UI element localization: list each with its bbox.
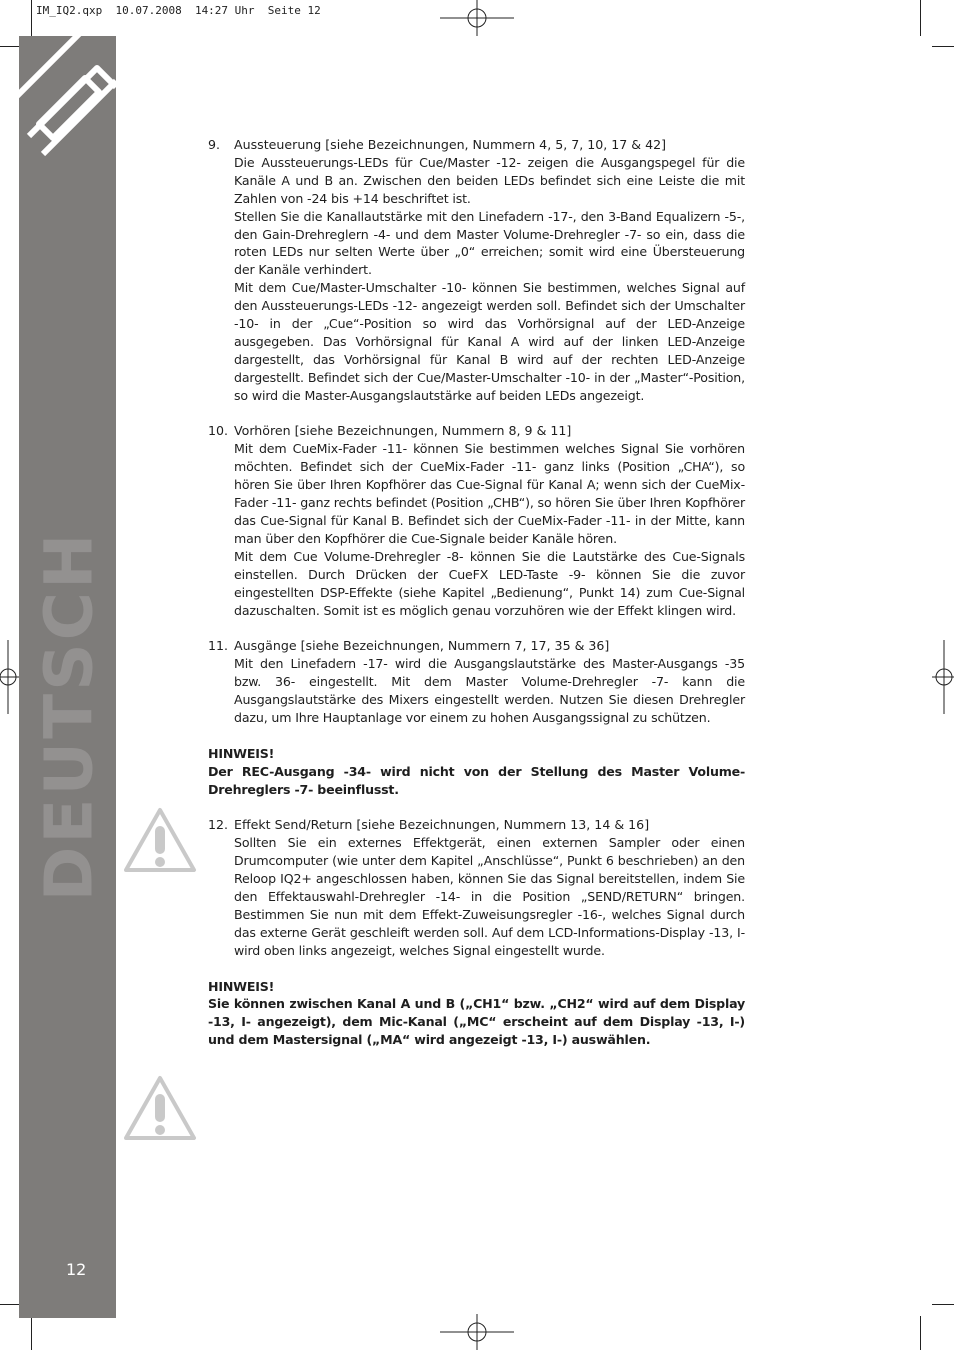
item-heading: Aussteuerung [siehe Bezeichnungen, Nummern 4, 5, 7, 10, 17 & 42] bbox=[234, 137, 667, 152]
crop-mark bbox=[920, 0, 921, 36]
item-paragraph: Mit dem Cue Volume-Drehregler -8- können Sie die Lautstärke des Cue-Signals einstellen. Durch Drücken der CueFX LED-Taste -9- können Sie die zuvor eingestellten DSP-Effekte (siehe Kapitel „Bedienung“, Punkt 14) zum Cue-Signal dazuschalten. Somit ist es möglich genau vorzuhören wie der Effekt klingen wird. bbox=[234, 548, 745, 618]
item-paragraph: Die Aussteuerungs-LEDs für Cue/Master -12- zeigen die Ausgangspegel für die Kanäle A und B an. Zwischen den beiden LEDs befindet sich eine Leiste die mit Zahlen von -24 bis +14 beschriftet ist. bbox=[234, 154, 745, 206]
item-paragraph: Mit dem Cue/Master-Umschalter -10- können Sie bestimmen, welches Signal auf den Aussteuerungs-LEDs -12- angezeigt werden soll. Befindet sich der Umschalter -10- in der „Cue“-Position so wird das Vorhörsignal auf der LED-Anzeige ausgegeben. Das Vorhörsignal für Kanal A wird auf der linken LED-Anzeige dargestellt, das Vorhörsignal für Kanal B wird auf der rechten LED-Anzeige dargestellt. Befindet sich der Cue/Master-Umschalter -10- in der „Master“-Position, so wird die Master-Ausgangslautstärke auf beiden LEDs angezeigt. bbox=[234, 280, 745, 403]
item-heading: Ausgänge [siehe Bezeichnungen, Nummern 7, 17, 35 & 36] bbox=[234, 638, 610, 654]
main-content bbox=[208, 136, 745, 1067]
note-box bbox=[208, 978, 745, 1050]
item-paragraph: Sollten Sie ein externes Effektgerät, einen externen Sampler oder einen Drumcomputer (wie unter dem Kapitel „Anschlüsse“, Punkt 6 beschrieben) an den Reloop IQ2+ angeschlossen haben, können Sie das Signal bereitstellen, indem Sie den Effektauswahl-Drehregler -14- in die Position „SEND/RETURN“ bringen. Bestimmen Sie nun mit dem Effekt-Zuweisungsregler -16-, welches Signal durch das externe Gerät geschleift werden soll. Auf dem LCD-Informations-Display -13, I- wird oben links angezeigt, welches Signal eingestellt wurde. bbox=[234, 835, 745, 958]
sidebar bbox=[19, 36, 116, 1318]
item-number: 12. bbox=[208, 817, 229, 833]
warning-triangle-icon bbox=[123, 806, 197, 874]
crop-mark bbox=[0, 46, 20, 47]
note-box bbox=[208, 745, 745, 799]
item-heading: Effekt Send/Return [siehe Bezeichnungen, Nummern 13, 14 & 16] bbox=[234, 817, 650, 833]
crop-mark bbox=[31, 0, 32, 36]
print-slug: IM_IQ2.qxp 10.07.2008 14:27 Uhr Seite 12 bbox=[36, 4, 321, 17]
crop-mark bbox=[0, 1304, 20, 1305]
registration-mark-icon bbox=[932, 640, 954, 714]
note-text: Der REC-Ausgang -34- wird nicht von der Stellung des Master Volume-Drehreglers -7- beeinflusst. bbox=[208, 763, 745, 797]
reloop-logo-icon bbox=[19, 36, 116, 166]
item-number: 11. bbox=[208, 638, 229, 654]
crop-mark bbox=[932, 46, 954, 47]
list-item bbox=[208, 637, 745, 727]
note-title: HINWEIS! bbox=[208, 745, 275, 761]
crop-mark bbox=[920, 1316, 921, 1350]
registration-mark-icon bbox=[440, 1314, 514, 1350]
list-item bbox=[208, 816, 745, 959]
item-number: 9. bbox=[208, 137, 221, 152]
list-item bbox=[208, 136, 745, 405]
crop-mark bbox=[932, 1304, 954, 1305]
item-paragraph: Mit dem CueMix-Fader -11- können Sie bestimmen welches Signal Sie vorhören möchten. Befindet sich der CueMix-Fader -11- ganz links (Position „CHA“), so hören Sie über Ihren Kopfhörer das Cue-Signal für Kanal A; wenn sich der CueMix-Fader -11- ganz rechts befindet (Position „CHB“), so hören Sie über Ihren Kopfhörer das Cue-Signal für Kanal B. Befindet sich der CueMix-Fader -11- in der Mitte, kann man über den Kopfhörer die Cue-Signale beider Kanäle hören. bbox=[234, 441, 745, 546]
list-item bbox=[208, 422, 745, 619]
crop-mark bbox=[31, 1316, 32, 1350]
note-text: Sie können zwischen Kanal A und B („CH1“ bzw. „CH2“ wird auf dem Display -13, I- angezeigt), dem Mic-Kanal („MC“ erscheint auf dem Display -13, I-) und dem Mastersignal („MA“ wird angezeigt -13, I-) auswählen. bbox=[208, 996, 745, 1048]
language-label: DEUTSCH bbox=[30, 530, 108, 902]
registration-mark-icon bbox=[440, 0, 514, 36]
page-number: 12 bbox=[66, 1260, 87, 1279]
item-heading: Vorhören [siehe Bezeichnungen, Nummern 8, 9 & 11] bbox=[234, 423, 572, 439]
note-title: HINWEIS! bbox=[208, 978, 275, 994]
item-paragraph: Mit den Linefadern -17- wird die Ausgangslautstärke des Master-Ausgangs -35 bzw. 36- eingestellt. Mit dem Master Volume-Drehregler -7- kann die Ausgangslautstärke des Mixers eingestellt werden. Nutzen Sie diesen Drehregler dazu, um Ihre Hauptanlage vor einem zu hohen Ausgangssignal zu schützen. bbox=[234, 656, 745, 725]
warning-triangle-icon bbox=[123, 1074, 197, 1142]
item-paragraph: Stellen Sie die Kanallautstärke mit den Linefadern -17-, den 3-Band Equalizern -5-, den Gain-Drehreglern -4- und dem Master Volume-Drehregler -7- so ein, dass die roten LEDs nur selten Werte über „0“ erreichen; somit wird eine Übersteuerung der Kanäle verhindert. bbox=[234, 208, 745, 278]
item-number: 10. bbox=[208, 423, 229, 439]
